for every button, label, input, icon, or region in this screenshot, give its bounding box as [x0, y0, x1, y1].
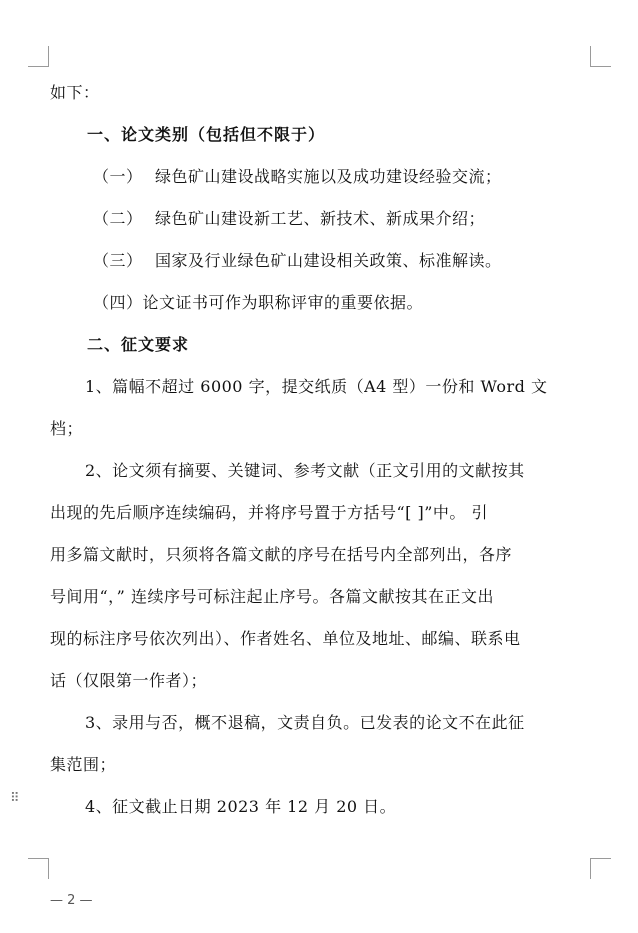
crop-mark-top-right [590, 46, 611, 67]
list-item-text: 绿色矿山建设战略实施以及成功建设经验交流； [155, 167, 502, 186]
crop-mark-top-left [28, 46, 49, 67]
list-item-text: 绿色矿山建设新工艺、新技术、新成果介绍； [155, 209, 486, 228]
crop-mark-bottom-right [590, 858, 611, 879]
requirement-2-line-1: 2、论文须有摘要、关键词、参考文献（正文引用的文献按其 [85, 461, 525, 480]
list-item-text: 国家及行业绿色矿山建设相关政策、标准解读。 [155, 251, 502, 270]
requirement-2-line-4: 号间用“，” 连续序号可标注起止序号。各篇文献按其在正文出 [50, 587, 494, 606]
requirement-3-line-2: 集范围； [50, 755, 117, 774]
requirement-1-line-1: 1、篇幅不超过 6000 字，提交纸质（A4 型）一份和 Word 文 [85, 377, 548, 396]
list-item-number: （二） [93, 209, 143, 228]
list-item-number: （一） [93, 167, 143, 186]
requirement-4: 4、征文截止日期 2023 年 12 月 20 日。 [85, 797, 397, 816]
intro-text: 如下： [50, 83, 100, 102]
requirement-2-line-6: 话（仅限第一作者）； [50, 671, 208, 690]
drag-handle-icon[interactable]: ⠿ [10, 791, 19, 806]
section2-heading: 二、征文要求 [87, 335, 190, 354]
requirement-2-line-3: 用多篇文献时，只须将各篇文献的序号在括号内全部列出，各序 [50, 545, 513, 564]
page-number: — 2 — [50, 893, 93, 908]
list-item [50, 198, 590, 240]
requirement-2-line-5: 现的标注序号依次列出）、作者姓名、单位及地址、邮编、联系电 [50, 629, 521, 648]
requirement-2-line-2: 出现的先后顺序连续编码，并将序号置于方括号“[ ]”中。 引 [50, 503, 489, 522]
document-body [50, 72, 590, 828]
requirement-1-line-2: 档； [50, 419, 84, 438]
list-item [50, 156, 590, 198]
list-item [50, 240, 590, 282]
requirement-3-line-1: 3、录用与否，概不退稿，文责自负。已发表的论文不在此征 [85, 713, 525, 732]
list-item: （四）论文证书可作为职称评审的重要依据。 [93, 293, 424, 312]
section1-heading: 一、论文类别（包括但不限于） [87, 125, 326, 144]
crop-mark-bottom-left [28, 858, 49, 879]
list-item-number: （三） [93, 251, 143, 270]
